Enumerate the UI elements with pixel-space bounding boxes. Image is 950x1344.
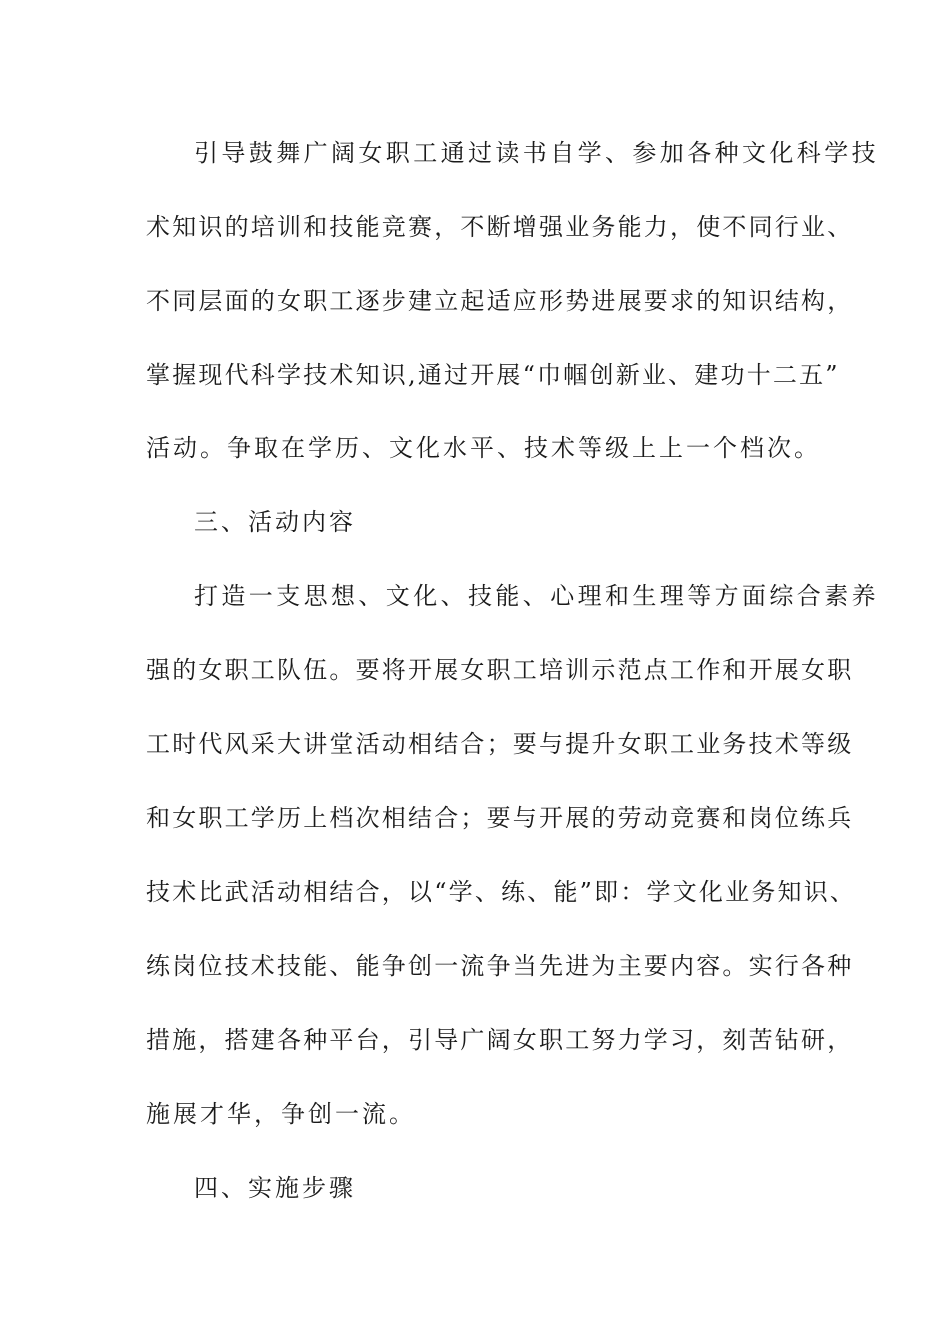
paragraph-1-line-4: 掌握现代科学技术知识,通过开展“巾帼创新业、建功十二五” — [146, 361, 840, 389]
paragraph-2-line-2: 强的女职工队伍。要将开展女职工培训示范点工作和开展女职 — [146, 656, 854, 684]
paragraph-2-line-8: 施展才华，争创一流。 — [146, 1100, 416, 1128]
paragraph-2-line-6: 练岗位技术技能、能争创一流争当先进为主要内容。实行各种 — [146, 952, 854, 980]
paragraph-2-line-5: 技术比武活动相结合，以“学、练、能”即：学文化业务知识、 — [146, 878, 857, 906]
paragraph-2-line-1: 打造一支思想、文化、技能、心理和生理等方面综合素养 — [194, 582, 879, 610]
section-heading-implementation-steps: 四、实施步骤 — [194, 1174, 356, 1202]
paragraph-1-line-2: 术知识的培训和技能竞赛，不断增强业务能力，使不同行业、 — [146, 213, 854, 241]
paragraph-2-line-7: 措施，搭建各种平台，引导广阔女职工努力学习，刻苦钻研， — [146, 1026, 854, 1054]
paragraph-1-line-5: 活动。争取在学历、文化水平、技术等级上上一个档次。 — [146, 434, 821, 462]
paragraph-2-line-4: 和女职工学历上档次相结合；要与开展的劳动竞赛和岗位练兵 — [146, 804, 854, 832]
paragraph-1-line-1: 引导鼓舞广阔女职工通过读书自学、参加各种文化科学技 — [194, 139, 879, 167]
paragraph-2-line-3: 工时代风采大讲堂活动相结合；要与提升女职工业务技术等级 — [146, 730, 854, 758]
paragraph-1-line-3: 不同层面的女职工逐步建立起适应形势进展要求的知识结构， — [146, 287, 854, 315]
section-heading-activity-content: 三、活动内容 — [194, 508, 356, 536]
